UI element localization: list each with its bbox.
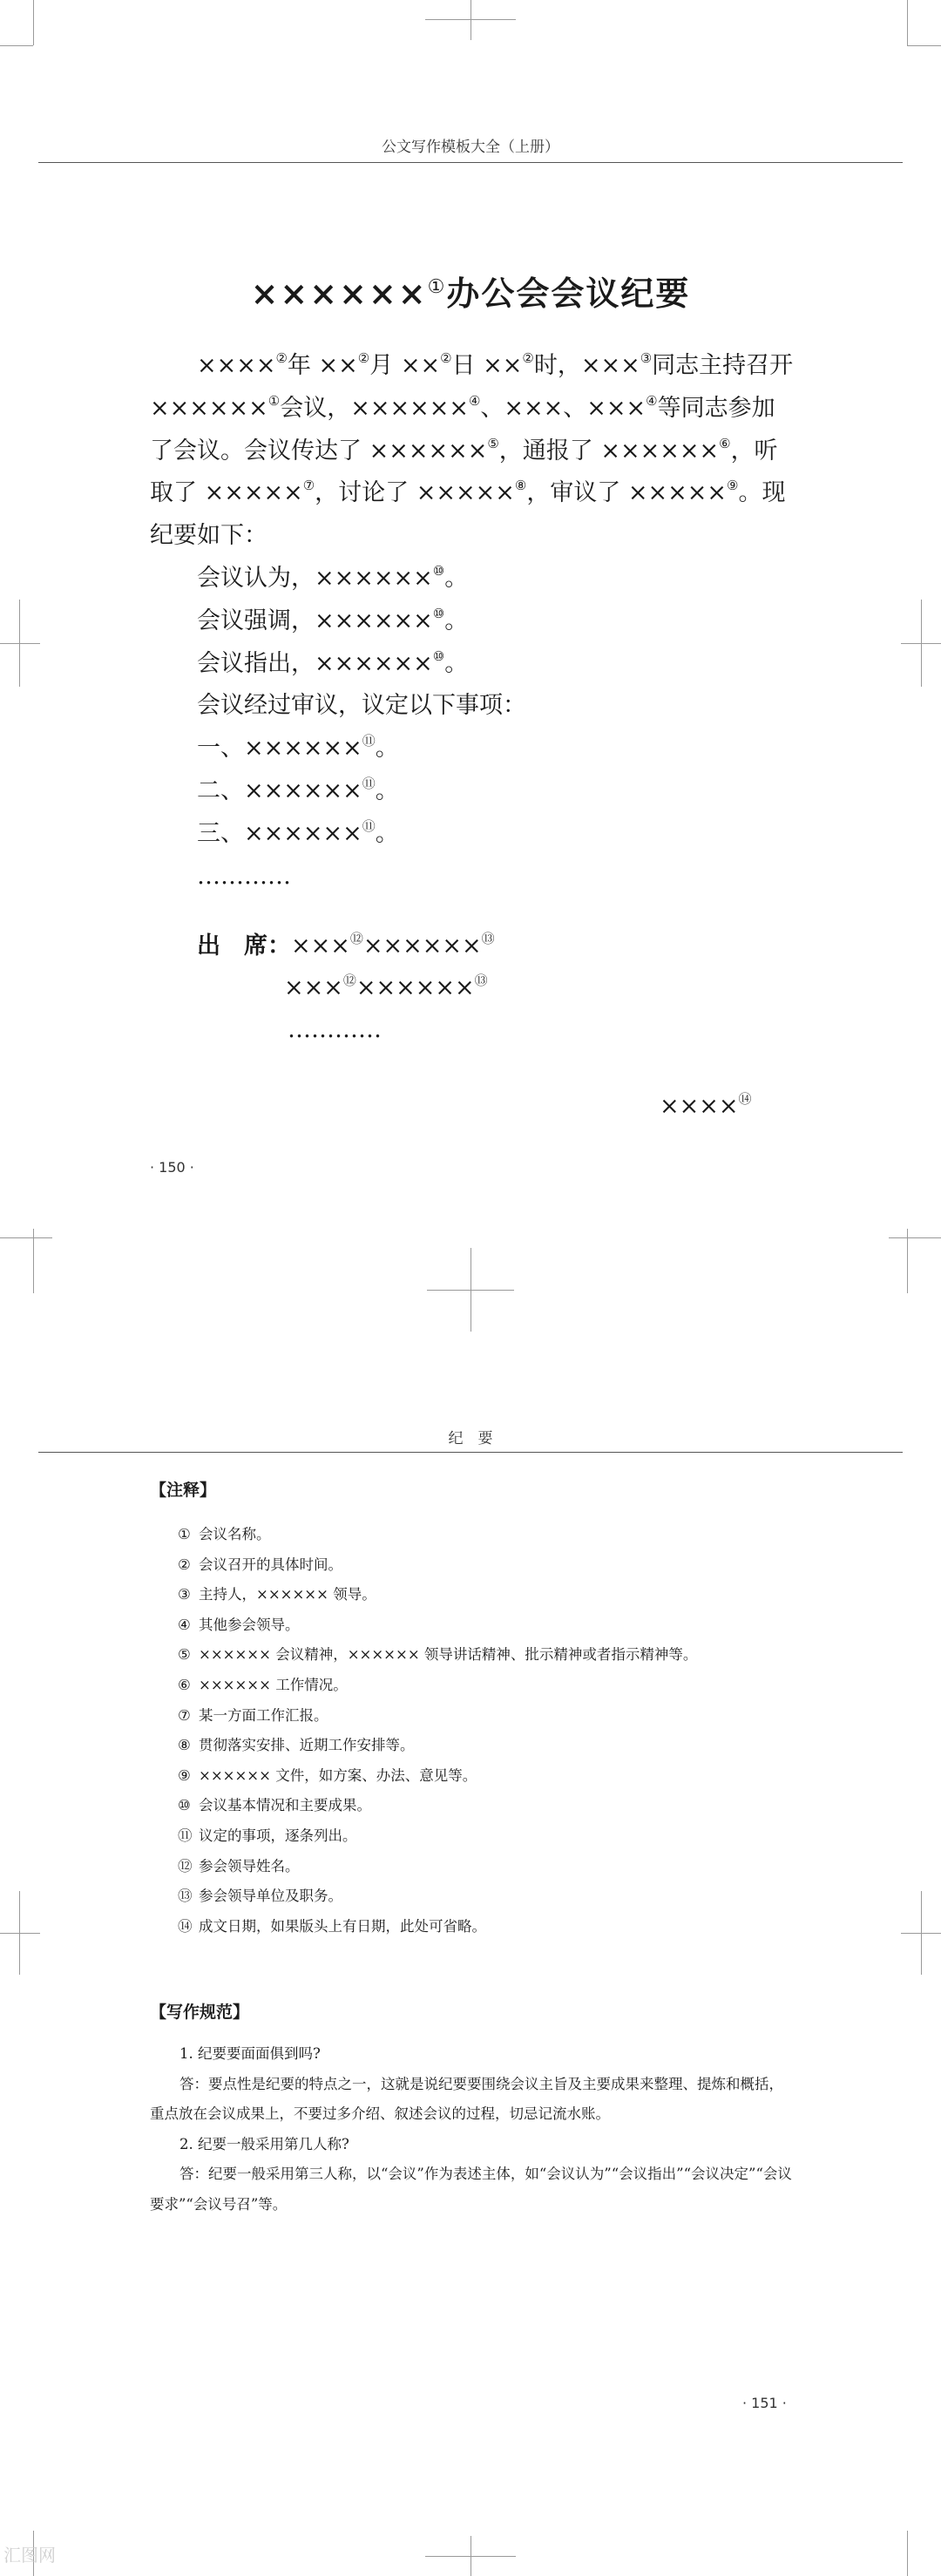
attendee-unit: ××××××: [355, 974, 475, 1001]
rule-question: 1. 纪要要面面俱到吗?: [179, 2045, 321, 2062]
note-mark: ③: [640, 350, 653, 366]
note-number: ⑪: [178, 1827, 193, 1844]
body-line: [150, 685, 795, 728]
running-header: 公文写作模板大全（上册）: [382, 139, 559, 156]
note-mark: ⑥: [719, 435, 731, 451]
line-text: 会议认为，××××××: [197, 564, 433, 592]
note-item: [178, 1550, 697, 1581]
body-line: [150, 813, 795, 856]
paragraph-text: ，通报了 ××××××: [498, 437, 720, 464]
note-number: ⑤: [178, 1646, 191, 1664]
paragraph-text: 时，×××: [533, 352, 640, 379]
note-item: [178, 1761, 697, 1792]
note-item: [178, 1640, 697, 1671]
paragraph-text: ，听取了 ×××××: [150, 437, 778, 507]
note-mark: ⑪: [362, 817, 376, 834]
note-text: 主持人，×××××× 领导。: [199, 1586, 376, 1603]
note-mark: ⑪: [362, 733, 376, 749]
note-text: 会议名称。: [199, 1526, 271, 1542]
paragraph-text: 日 ××: [451, 352, 523, 379]
note-mark: ⑧: [514, 478, 527, 494]
line-text: 会议强调，××××××: [197, 607, 433, 634]
note-mark: ②: [357, 350, 370, 366]
paragraph-text: 年 ××: [287, 352, 358, 379]
page-number: · 151 ·: [742, 2395, 787, 2411]
note-item: [178, 1520, 697, 1550]
note-item: [178, 1791, 697, 1821]
notes-heading: 【注释】: [150, 1481, 217, 1500]
note-number: ⑫: [178, 1857, 193, 1874]
note-item: [178, 1580, 697, 1610]
rule-answer: 答：纪要一般采用第三人称，以“会议”作为表述主体，如“会议认为”“会议指出”“会议决定”“会议要求”“会议号召”等。: [150, 2166, 792, 2213]
note-number: ⑬: [178, 1888, 193, 1905]
note-mark: ②: [522, 350, 534, 366]
line-text: 一、××××××: [197, 735, 362, 763]
note-text: ×××××× 工作情况。: [199, 1676, 348, 1693]
note-item: [178, 1821, 697, 1852]
note-number: ④: [178, 1616, 191, 1633]
note-mark: ⑬: [474, 973, 488, 988]
paragraph-text: 等同志参加了会议。会议传达了 ××××××: [150, 394, 775, 464]
note-mark: ⑪: [362, 775, 376, 791]
body-line: [150, 728, 795, 770]
body-line: [150, 643, 795, 686]
line-end: 。: [444, 649, 469, 677]
paragraph-text: 。现纪要如下：: [150, 479, 786, 550]
note-mark: ⑤: [487, 435, 499, 451]
note-mark: ④: [468, 392, 481, 409]
document-body: [150, 345, 795, 898]
title-suffix: 办公会会议纪要: [446, 274, 691, 313]
note-item: [178, 1881, 697, 1912]
paragraph-text: 、×××、×××: [480, 394, 647, 422]
body-line: [150, 856, 795, 898]
note-number: ⑩: [178, 1797, 191, 1814]
body-line: [150, 600, 795, 643]
line-end: 。: [444, 607, 469, 634]
note-number: ⑦: [178, 1706, 191, 1724]
resolution-lines: [150, 558, 795, 898]
note-text: ×××××× 文件，如方案、办法、意见等。: [199, 1766, 477, 1784]
line-end: 。: [375, 819, 399, 847]
note-text: 议定的事项，逐条列出。: [199, 1827, 357, 1844]
body-line: [150, 770, 795, 813]
rule-question: 2. 纪要一般采用第几人称?: [179, 2135, 349, 2152]
body-line: [150, 558, 795, 600]
note-text: 贯彻落实安排、近期工作安排等。: [199, 1737, 415, 1754]
page-number: · 150 ·: [150, 1159, 194, 1176]
line-text: 二、××××××: [197, 776, 362, 804]
note-mark: ④: [646, 392, 658, 409]
notes-list: [178, 1520, 697, 1942]
attendee-unit: ××××××: [362, 932, 482, 959]
attendee-name: ×××: [291, 932, 350, 959]
line-text: …………: [197, 862, 291, 890]
note-mark: ①: [267, 392, 281, 409]
paragraph-text: 同志主持召开 ××××××: [150, 352, 794, 422]
paragraph-text: 会议，××××××: [280, 394, 469, 422]
note-mark: ⑩: [432, 605, 445, 621]
note-item: [178, 1610, 697, 1641]
line-end: 。: [375, 776, 399, 804]
line-text: 三、××××××: [197, 819, 362, 847]
writing-rules: [150, 2039, 793, 2220]
signature: [660, 1093, 752, 1120]
document-title: [0, 267, 941, 315]
note-number: ⑭: [178, 1917, 193, 1935]
note-mark: ⑭: [738, 1091, 752, 1107]
line-end: 。: [375, 735, 399, 763]
signature-placeholder: ××××: [660, 1093, 739, 1120]
line-text: 会议指出，××××××: [197, 649, 433, 677]
note-item: [178, 1701, 697, 1732]
page-150: [0, 0, 941, 1255]
note-mark: ⑫: [349, 931, 363, 946]
rule-answer: 答：要点性是纪要的特点之一，这就是说纪要要围绕会议主旨及主要成果来整理、提炼和概括，重点放在会议成果上，不要过多介绍、叙述会议的过程，切忌记流水账。: [150, 2075, 783, 2123]
note-text: 参会领导姓名。: [199, 1857, 300, 1874]
note-mark: ⑦: [302, 478, 315, 494]
note-mark: ⑬: [481, 931, 495, 946]
note-text: ×××××× 会议精神，×××××× 领导讲话精神、批示精神或者指示精神等。: [199, 1646, 698, 1664]
note-text: 成文日期，如果版头上有日期，此处可省略。: [199, 1917, 486, 1935]
attendee-row: [197, 967, 495, 1009]
paragraph-text: ，讨论了 ×××××: [315, 479, 515, 507]
note-item: [178, 1912, 697, 1942]
note-mark: ⑨: [727, 478, 739, 494]
note-number: ⑨: [178, 1766, 191, 1784]
header-rule: [38, 1452, 903, 1453]
attendees-label: 出 席：: [197, 932, 291, 959]
opening-paragraph: [150, 345, 795, 558]
note-item: [178, 1852, 697, 1882]
note-item: [178, 1671, 697, 1701]
attendee-name: ×××: [284, 974, 343, 1001]
note-text: 会议召开的具体时间。: [199, 1556, 342, 1573]
note-number: ⑥: [178, 1676, 191, 1693]
paragraph-text: ，审议了 ×××××: [526, 479, 728, 507]
attendee-row: [197, 925, 495, 967]
note-text: 其他参会领导。: [199, 1616, 300, 1633]
note-mark: ⑫: [342, 973, 356, 988]
note-number: ⑧: [178, 1737, 191, 1754]
attendees-block: [197, 925, 495, 1051]
paragraph-text: ××××: [197, 352, 276, 379]
line-text: 会议经过审议，议定以下事项：: [197, 692, 526, 720]
note-mark: ②: [440, 350, 452, 366]
note-text: 某一方面工作汇报。: [199, 1706, 328, 1724]
note-number: ②: [178, 1556, 191, 1573]
title-note-mark: ①: [427, 276, 447, 298]
note-mark: ⑩: [432, 562, 445, 579]
header-rule: [38, 162, 903, 163]
note-text: 会议基本情况和主要成果。: [199, 1797, 371, 1814]
note-mark: ②: [275, 350, 288, 366]
note-mark: ⑩: [432, 647, 445, 664]
note-number: ③: [178, 1586, 191, 1603]
title-placeholder: ××××××: [250, 274, 428, 313]
note-number: ①: [178, 1526, 191, 1542]
line-end: 。: [444, 564, 469, 592]
watermark: 汇图网: [3, 2545, 56, 2566]
paragraph-text: 月 ××: [369, 352, 441, 379]
note-text: 参会领导单位及职务。: [199, 1888, 342, 1905]
running-header: 纪 要: [448, 1430, 493, 1447]
attendee-ellipsis: …………: [288, 1016, 382, 1043]
note-item: [178, 1731, 697, 1761]
writing-rules-heading: 【写作规范】: [150, 2003, 250, 2022]
